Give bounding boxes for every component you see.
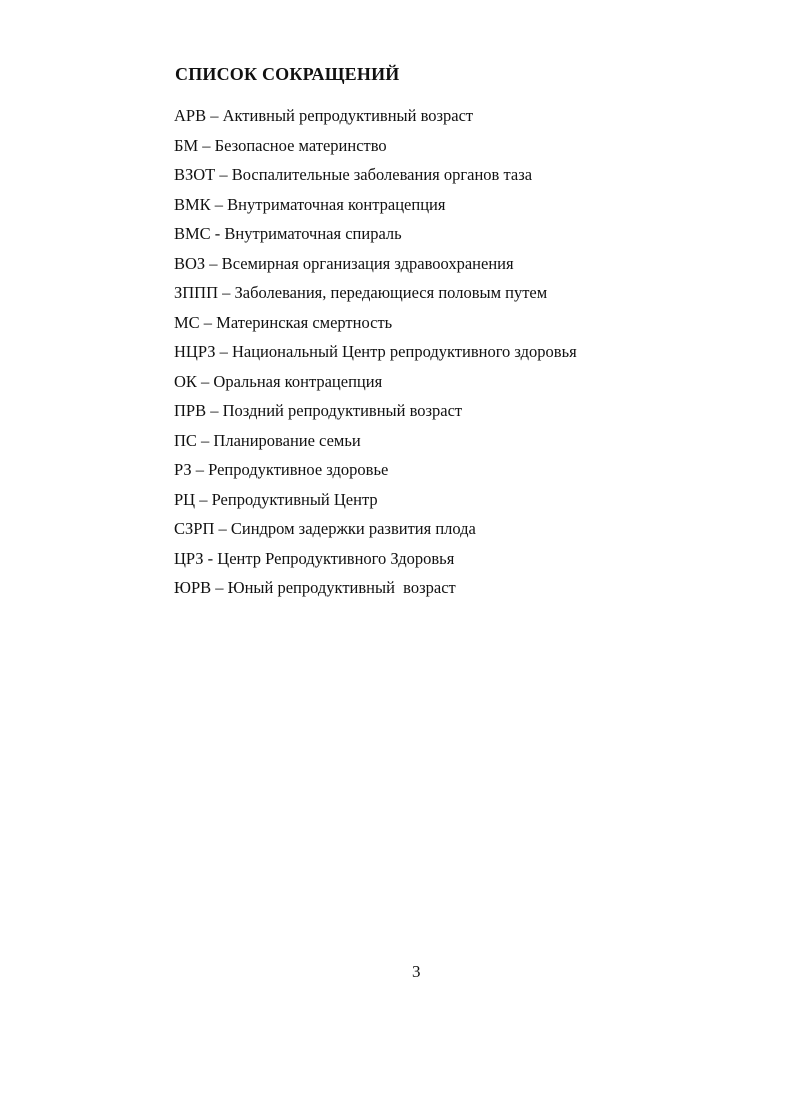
abbreviation-item: АРВ – Активный репродуктивный возраст — [174, 106, 474, 125]
abbreviation-item: РЗ – Репродуктивное здоровье — [174, 460, 389, 479]
abbreviation-item: ЦРЗ - Центр Репродуктивного Здоровья — [174, 548, 455, 568]
abbreviation-item: НЦРЗ – Национальный Центр репродуктивного здоровья — [174, 342, 577, 361]
abbreviation-item: ВОЗ – Всемирная организация здравоохранения — [174, 253, 514, 273]
abbreviation-list — [174, 104, 577, 606]
abbreviation-item: БМ – Безопасное материнство — [174, 135, 387, 155]
abbreviation-item: ЗППП – Заболевания, передающиеся половым путем — [174, 283, 548, 302]
abbreviation-item: СЗРП – Синдром задержки развития плода — [174, 519, 476, 538]
abbreviation-item: ВЗОТ – Воспалительные заболевания органов таза — [174, 165, 533, 184]
abbreviation-item: РЦ – Репродуктивный Центр — [174, 489, 378, 509]
abbreviation-item: ОК – Оральная контрацепция — [174, 371, 383, 391]
abbreviation-item: ПС – Планирование семьи — [174, 430, 361, 450]
abbreviation-item: ЮРВ – Юный репродуктивный возраст — [174, 578, 456, 597]
abbreviation-item: ПРВ – Поздний репродуктивный возраст — [174, 401, 463, 420]
abbreviation-item: МС – Материнская смертность — [174, 312, 393, 332]
page-title: СПИСОК СОКРАЩЕНИЙ — [175, 64, 400, 84]
abbreviation-item: ВМС - Внутриматочная спираль — [174, 224, 402, 243]
abbreviation-item: ВМК – Внутриматочная контрацепция — [174, 194, 446, 214]
page-number: 3 — [412, 962, 421, 981]
